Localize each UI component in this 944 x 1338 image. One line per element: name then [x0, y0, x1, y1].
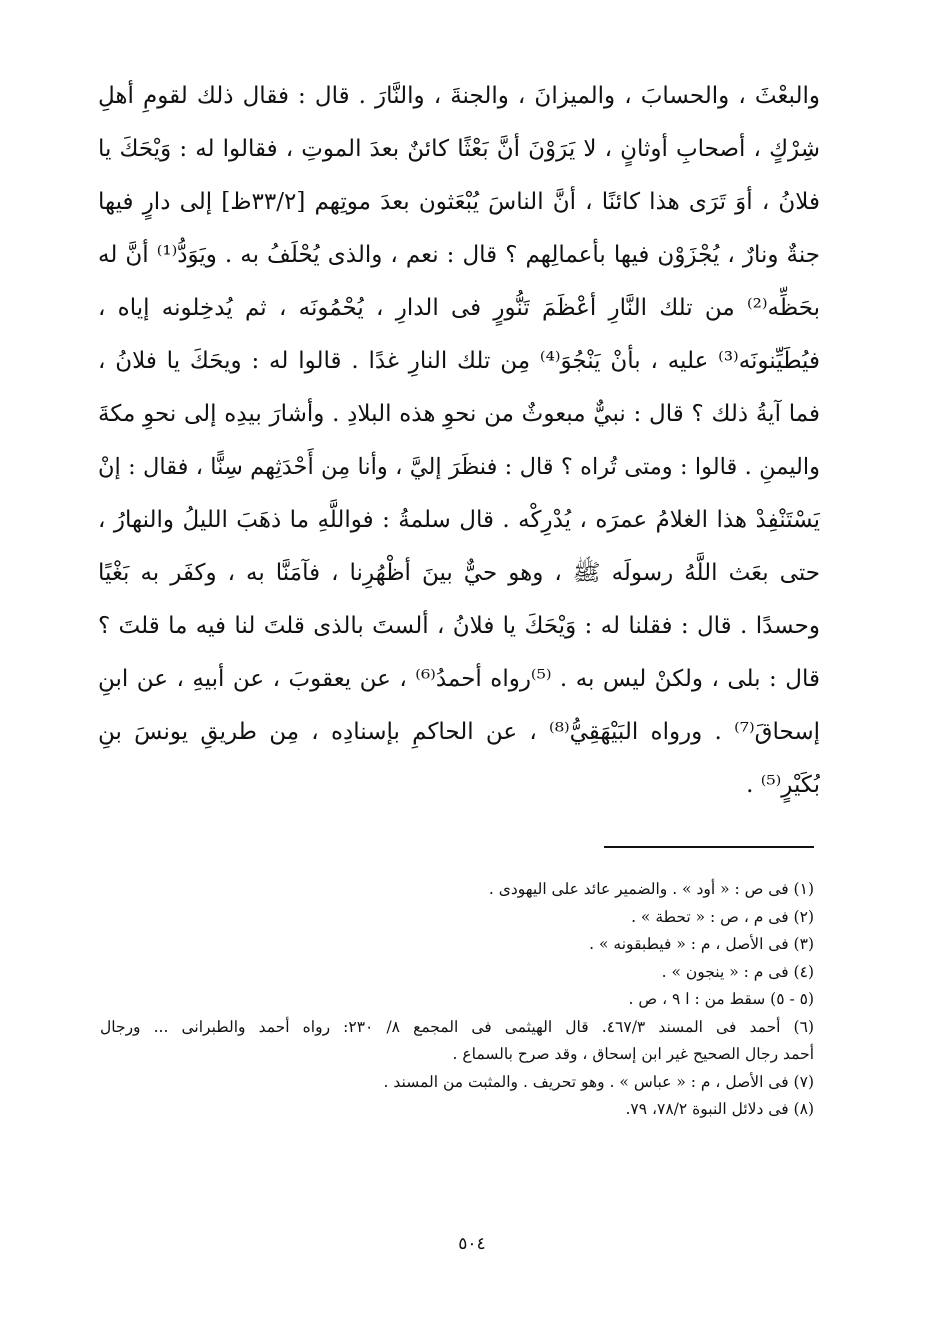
footnote: (٥ - ٥) سقط من : ا ٩ ، ص .	[628, 990, 814, 1008]
text-line: والبعْثَ ، والحسابَ ، والميزانَ ، والجنةَ ، والنَّارَ . قال : فقال ذلك لقومِ أهلِ	[98, 83, 820, 109]
main-text	[98, 70, 820, 812]
footnote: (٧) فى الأصل ، م : « عباس » . وهو تحريف . والمثبت من المسند .	[383, 1072, 814, 1091]
text-line: بحَظِّه⁽²⁾ من تلك النَّارِ أعْظَمَ تَنُّورٍ فى الدارِ ، يُحْمُونَه ، ثم يُدخِلونه إياه ،	[98, 295, 820, 321]
footnote: (٦) أحمد فى المسند ٤٦٧/٣. قال الهيثمى فى المجمع ٨/ ٢٣٠: رواه أحمد والطبرانى ... ورجال	[100, 1017, 814, 1036]
footnote: (٨) فى دلائل النبوة ٧٨/٢، ٧٩.	[625, 1100, 814, 1118]
footnotes	[100, 876, 814, 1124]
footnote: (٤) فى م : « ينجون » .	[661, 962, 814, 981]
text-line: شِرْكٍ ، أصحابِ أوثانٍ ، لا يَرَوْنَ أنَّ بَعْثًا كائنٌ بعدَ الموتِ ، فقالوا له : وَيْحَكَ يا	[98, 136, 820, 162]
text-line: فيُطَيِّنونَه⁽³⁾ عليه ، بأنْ يَنْجُوَ⁽⁴⁾ مِن تلك النارِ غدًا . قالوا له : ويحَكَ يا فلانُ ،	[98, 348, 820, 374]
text-line: فلانُ ، أوَ تَرَى هذا كائنًا ، أنَّ الناسَ يُبْعَثون بعدَ موتِهم [٣٣/٢ظ] إلى دارٍ فيها	[98, 189, 820, 215]
footnote-continuation: أحمد رجال الصحيح غير ابن إسحاق ، وقد صرح بالسماع .	[452, 1045, 814, 1063]
text-line: فما آيةُ ذلك ؟ قال : نبيٌّ مبعوثٌ من نحوِ هذه البلادِ . وأشارَ بيدِه إلى نحوِ مكةَ	[98, 401, 820, 427]
text-line: يَسْتَنْفِدْ هذا الغلامُ عمرَه ، يُدْرِكْه . قال سلمةُ : فواللَّهِ ما ذهَبَ الليلُ والنهارُ ،	[98, 507, 820, 533]
text-line: وحسدًا . قال : فقلنا له : وَيْحَكَ يا فلانُ ، ألستَ بالذى قلتَ لنا فيه ما قلتَ ؟	[98, 613, 820, 639]
footnote: (٣) فى الأصل ، م : « فيطبقونه » .	[589, 935, 814, 953]
footnote: (٢) فى م ، ص : « تحطة » .	[631, 907, 814, 926]
page-number: ٥٠٤	[458, 1234, 486, 1254]
footnote: (١) فى ص : « أود » . والضمير عائد على اليهودى .	[488, 880, 814, 898]
text-line: واليمنِ . قالوا : ومتى تُراه ؟ قال : فنظَرَ إليَّ ، وأنا مِن أَحْدَثِهم سِنًّا ، فقال : إنْ	[98, 454, 820, 480]
footnote-divider	[604, 846, 814, 848]
text-line: إسحاقَ⁽⁷⁾ . ورواه البَيْهَقِيُّ⁽⁸⁾ ، عن الحاكمِ بإسنادِه ، مِن طريقِ يونسَ بنِ	[98, 719, 820, 745]
text-line: جنةٌ ونارٌ ، يُجْزَوْن فيها بأعمالِهم ؟ قال : نعم ، والذى يُحْلَفُ به . ويَوَدُّ⁽¹⁾ أنَّ له	[98, 242, 820, 268]
text-line: قال : بلى ، ولكنْ ليس به . ⁽⁵⁾رواه أحمدُ⁽⁶⁾ ، عن يعقوبَ ، عن أبيهِ ، عن ابنِ	[98, 666, 820, 692]
text-line: بُكَيْرٍ⁽⁵⁾ .	[746, 772, 820, 798]
text-line: حتى بعَث اللَّهُ رسولَه ﷺ ، وهو حيٌّ بينَ أظْهُرِنا ، فآمَنَّا به ، وكفَر به بَغْيًا	[98, 560, 820, 586]
